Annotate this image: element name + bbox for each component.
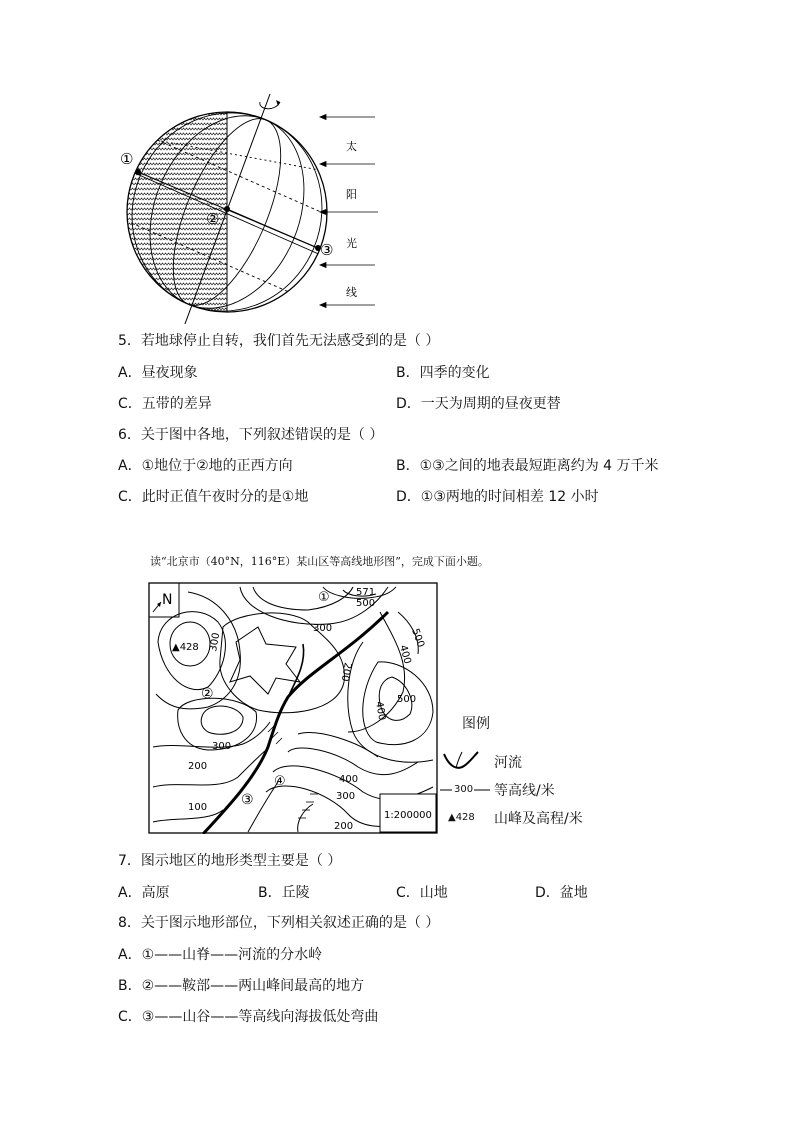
q7-option-a[interactable]: A．高原 [118,885,170,901]
q8-option-b[interactable]: B．②——鞍部——两山峰间最高的地方 [118,978,365,994]
earth-illumination-figure [110,92,400,324]
contour-label: 300 [336,791,356,802]
north-label: N [162,592,173,608]
legend-contour: 等高线/米 [494,783,555,799]
q5-option-d[interactable]: D．一天为周期的昼夜更替 [396,396,561,412]
q7-option-d[interactable]: D．盆地 [535,885,588,901]
marker-3: ③ [320,241,334,259]
legend-title: 图例 [462,716,490,732]
contour-label: 300 [208,631,223,653]
contour-label: 200 [334,821,354,832]
contour-label: 400 [397,643,413,666]
contour-label: 500 [409,627,427,649]
q6-option-b[interactable]: B．①③之间的地表最短距离约为 4 万千米 [396,458,659,474]
contour-label: 400 [339,774,359,785]
map-point-2: ② [201,686,214,702]
q8-option-a[interactable]: A．①——山脊——河流的分水岭 [118,947,323,963]
q5-option-a[interactable]: A．昼夜现象 [118,365,198,381]
sun-char-4: 线 [346,286,357,299]
sun-char-1: 太 [346,140,357,153]
q7-option-b[interactable]: B．丘陵 [258,885,310,901]
peak-571: 571 [356,587,376,598]
q5-option-c[interactable]: C．五带的差异 [118,396,212,412]
contour-label: 500 [356,598,376,609]
contour-intro: 读“北京市（40°N，116°E）某山区等高线地形图”，完成下面小题。 [150,555,489,568]
contour-label: 300 [313,623,333,634]
river-legend-icon [442,750,482,774]
contour-label: 500 [397,694,417,705]
q6-option-a[interactable]: A．①地位于②地的正西方向 [118,458,293,474]
q7-stem: 7．图示地区的地形类型主要是（ ） [118,853,342,869]
marker-2: ② [206,210,220,228]
legend-contour-sample: 300 [454,784,474,795]
peak-428: ▲428 [172,642,199,653]
map-scale: 1:200000 [384,810,432,821]
contour-label: 100 [188,802,208,813]
legend-peak: 山峰及高程/米 [494,811,583,827]
legend-peak-sample: ▲428 [448,812,475,823]
legend-river: 河流 [494,755,522,771]
q8-stem: 8．关于图示地形部位，下列相关叙述正确的是（ ） [118,915,440,931]
contour-label: 400 [373,700,388,722]
q8-option-c[interactable]: C．③——山谷——等高线向海拔低处弯曲 [118,1009,379,1025]
contour-label: 300 [212,741,232,752]
map-point-3: ③ [241,792,254,808]
contour-label: 200 [338,661,353,683]
q5-stem: 5．若地球停止自转，我们首先无法感受到的是（ ） [118,333,440,349]
contour-label: 200 [188,761,208,772]
q7-option-c[interactable]: C．山地 [396,885,448,901]
q6-option-c[interactable]: C．此时正值午夜时分的是①地 [118,489,309,505]
q6-stem: 6．关于图中各地，下列叙述错误的是（ ） [118,427,384,443]
contour-map [148,582,438,834]
marker-1: ① [120,150,134,168]
map-point-4: ④ [274,774,286,789]
q5-option-b[interactable]: B．四季的变化 [396,365,490,381]
q6-option-d[interactable]: D．①③两地的时间相差 12 小时 [396,489,599,505]
map-point-1: ① [318,590,330,605]
sun-char-3: 光 [346,237,357,250]
sun-char-2: 阳 [346,188,357,201]
